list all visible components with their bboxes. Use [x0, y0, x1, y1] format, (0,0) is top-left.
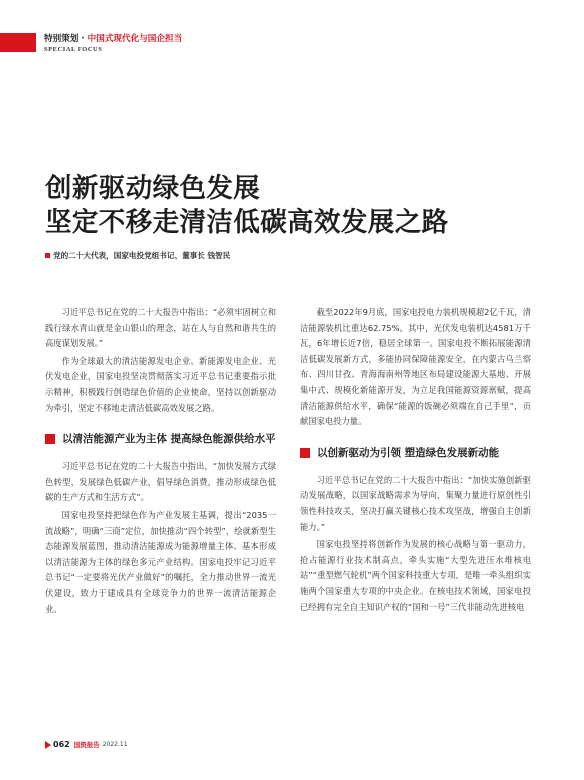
special-focus-label: SPECIAL FOCUS: [44, 46, 103, 53]
issue-date: 2022.11: [102, 741, 128, 748]
paragraph: 习近平总书记在党的二十大报告中指出，“加快发展方式绿色转型，发展绿色低碳产业，倡导绿色消费，推动形成绿色低碳的生产方式和生活方式”。: [45, 461, 276, 503]
byline-text: 党的二十大代表，国家电投党组书记、董事长 钱智民: [53, 251, 231, 260]
section-heading-1: [45, 431, 276, 447]
paragraph: 国家电投坚持把绿色作为产业发展主基调，提出“2035一流战略”，明确“三商”定位，加快推动“四个转型”，绘就新型生态能源发展蓝图，推动清洁能源成为能源增量主体、基本形成以清洁能源为主体的绿色多元产业结构。国家电投牢记习近平总书记“一定要将光伏产业做好”的嘱托，全力推动世界一流光伏建设，致力于建成具有全球竞争力的世界一流清洁能源企业。: [45, 509, 276, 614]
section-heading-text: 以清洁能源产业为主体 提高绿色能源供给水平: [62, 433, 276, 446]
paragraph: 截至2022年9月底，国家电投电力装机规模超2亿千瓦，清洁能源装机比重达62.75%。其中，光伏发电装机达4581万千瓦，6年增长近7倍，稳居全球第一。国家电投不断拓展能源清洁低碳发展新方式，多能协同保障能源安全，在内蒙古乌兰察布、四川甘孜、青海海南州等地区布局建设能源大基地、开展集中式、规模化新能源开发，为立足我国能源资源禀赋，提高清洁能源供给水平，确保“能源的饭碗必须端在自己手里”，贡献国家电投力量。: [300, 307, 531, 427]
page-footer: [45, 740, 128, 749]
author-byline: [45, 250, 230, 261]
section-marker-icon: [45, 434, 55, 444]
kicker-category: 特别策划 ·: [44, 34, 88, 44]
kicker-topic: 中国式现代化与国企担当: [87, 34, 183, 44]
paragraph: 习近平总书记在党的二十大报告中指出：“加快实施创新驱动发展战略，以国家战略需求为导向，集聚力量进行原创性引领性科技攻关，坚决打赢关键核心技术攻坚战，增强自主创新能力。”: [300, 474, 531, 532]
magazine-name: 国资报告: [73, 741, 100, 749]
title-line-1: 创新驱动绿色发展: [45, 173, 261, 204]
left-column: [45, 305, 276, 617]
paragraph: 国家电投坚持将创新作为发展的核心战略与第一驱动力，抢占能源行业技术制高点，牵头实施“大型先进压水堆核电站”“重型燃气轮机”两个国家科技重大专项，是唯一牵头组织实施两个国家重大专项的中央企业。在核电技术领域，国家电投已经拥有完全自主知识产权的“国和一号”三代非能动先进核电: [300, 539, 531, 612]
section-marker-icon: [300, 448, 310, 458]
right-column: [300, 305, 531, 615]
section-heading-2: [300, 445, 531, 461]
title-line-2: 坚定不移走清洁低碳高效发展之路: [45, 207, 449, 238]
section-heading-text: 以创新驱动为引领 塑造绿色发展新动能: [317, 446, 500, 459]
page-arrow-icon: [45, 741, 51, 749]
article-title: [45, 172, 449, 240]
section-kicker: [44, 34, 182, 44]
header-red-bar: [0, 33, 36, 52]
paragraph: 习近平总书记在党的二十大报告中指出：“必须牢固树立和践行绿水青山就是金山银山的理念，站在人与自然和谐共生的高度谋划发展。”: [45, 307, 276, 349]
byline-marker-icon: [45, 253, 50, 258]
paragraph: 作为全球最大的清洁能源发电企业、新能源发电企业、光伏发电企业，国家电投坚决贯彻落实习近平总书记重要指示批示精神，积极践行创造绿色价值的企业使命，坚持以创新驱动为牵引，坚定不移地走清洁低碳高效发展之路。: [45, 355, 276, 413]
page-number: 062: [53, 740, 70, 749]
